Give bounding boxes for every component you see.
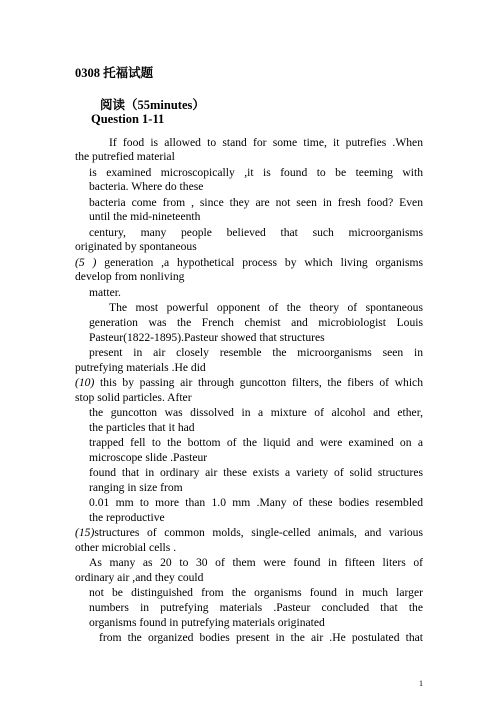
passage-line: organisms found in putrefying materials originated (89, 616, 325, 629)
passage-line: 0.01 mm to more than 1.0 mm .Many of these bodies resembled (89, 496, 423, 509)
passage-line: ordinary air ,and they could (75, 571, 204, 584)
passage-line: other microbial cells . (75, 541, 177, 554)
passage-line: putrefying materials .He did (75, 361, 206, 374)
line-number-marker: (10) (75, 376, 95, 389)
passage-line: found that in ordinary air these exists a variety of solid structures (89, 466, 423, 479)
passage-line: matter. (89, 286, 121, 299)
passage-line: the guncotton was dissolved in a mixture of alcohol and ether, (89, 406, 423, 419)
passage-line: develop from nonliving (75, 270, 185, 283)
passage-line: not be distinguished from the organisms found in much larger (89, 586, 423, 599)
passage-line: until the mid-nineteenth (89, 210, 201, 223)
passage-line: microscope slide .Pasteur (89, 451, 208, 464)
passage-line: The most powerful opponent of the theory of spontaneous (109, 301, 423, 314)
passage-line: the particles that it had (89, 421, 195, 434)
passage-line: originated by spontaneous (75, 240, 197, 253)
passage-line: stop solid particles. After (75, 391, 192, 404)
document-title: 0308 托福试题 (75, 66, 154, 80)
passage-line: generation was the French chemist and microbiologist Louis (89, 316, 423, 329)
passage-line: If food is allowed to stand for some time, it putrefies .When (109, 136, 423, 149)
passage-line: (10) this by passing air through guncotton filters, the fibers of which (75, 376, 423, 389)
line-number-marker: (15) (75, 526, 95, 539)
passage-line: Pasteur(1822-1895).Pasteur showed that structures (89, 331, 325, 344)
section-heading: 阅读（55minutes） (100, 98, 205, 112)
passage-line: numbers in putrefying materials .Pasteur concluded that the (89, 601, 423, 614)
passage-line: bacteria come from , since they are not seen in fresh food? Even (89, 196, 423, 209)
passage-line: trapped fell to the bottom of the liquid and were examined on a (89, 436, 423, 449)
passage-line: is examined microscopically ,it is found to be teeming with (89, 166, 423, 179)
line-number-marker: (5 ) (75, 256, 97, 269)
passage-line: from the organized bodies present in the air .He postulated that (99, 631, 423, 644)
passage-line: (15)structures of common molds, single-celled animals, and various (75, 526, 423, 539)
passage-line: present in air closely resemble the microorganisms seen in (89, 346, 423, 359)
question-header: Question 1-11 (91, 112, 165, 126)
passage-line: bacteria. Where do these (89, 180, 204, 193)
passage-line: the putrefied material (75, 150, 175, 163)
passage-line: (5 ) generation ,a hypothetical process by which living organisms (75, 256, 424, 269)
passage-line: As many as 20 to 30 of them were found in fifteen liters of (89, 556, 423, 569)
passage-line: century, many people believed that such microorganisms (89, 226, 423, 239)
page-number: 1 (419, 679, 423, 688)
passage-line: ranging in size from (89, 481, 183, 494)
passage-line: the reproductive (89, 511, 165, 524)
